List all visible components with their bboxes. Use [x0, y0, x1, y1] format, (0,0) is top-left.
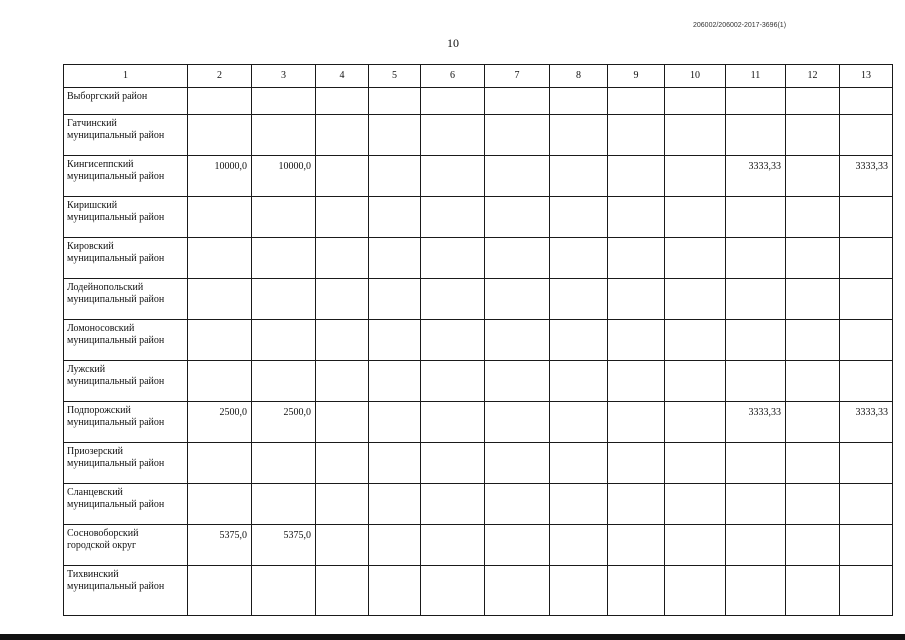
value-cell-col-11 — [726, 525, 786, 566]
value-cell-col-13 — [840, 197, 893, 238]
empty-cell — [485, 320, 550, 361]
table-row — [64, 156, 893, 197]
empty-cell — [550, 197, 608, 238]
empty-cell — [608, 566, 665, 616]
empty-cell — [485, 402, 550, 443]
value-cell-col-11 — [726, 238, 786, 279]
empty-cell — [786, 525, 840, 566]
empty-cell — [485, 566, 550, 616]
empty-cell — [316, 88, 369, 115]
empty-cell — [421, 88, 485, 115]
column-header: 2 — [188, 65, 252, 88]
column-header: 10 — [665, 65, 726, 88]
empty-cell — [421, 238, 485, 279]
empty-cell — [608, 238, 665, 279]
empty-cell — [485, 484, 550, 525]
empty-cell — [608, 88, 665, 115]
value-cell-col-11 — [726, 320, 786, 361]
value-cell-col-3: 5375,0 — [252, 525, 316, 566]
value-cell-col-13 — [840, 238, 893, 279]
district-name-cell: Лодейнопольский муниципальный район — [64, 279, 188, 320]
value-cell-col-3 — [252, 320, 316, 361]
empty-cell — [608, 320, 665, 361]
empty-cell — [786, 361, 840, 402]
column-header: 7 — [485, 65, 550, 88]
empty-cell — [485, 88, 550, 115]
empty-cell — [485, 361, 550, 402]
value-cell-col-2 — [188, 361, 252, 402]
empty-cell — [485, 197, 550, 238]
empty-cell — [369, 238, 421, 279]
header-row — [64, 65, 893, 88]
value-cell-col-2: 5375,0 — [188, 525, 252, 566]
empty-cell — [550, 279, 608, 320]
value-cell-col-3 — [252, 197, 316, 238]
value-cell-col-2 — [188, 566, 252, 616]
table-row — [64, 88, 893, 115]
empty-cell — [608, 279, 665, 320]
empty-cell — [421, 197, 485, 238]
value-cell-col-3 — [252, 88, 316, 115]
empty-cell — [316, 279, 369, 320]
empty-cell — [316, 320, 369, 361]
empty-cell — [665, 279, 726, 320]
table-row — [64, 443, 893, 484]
empty-cell — [421, 361, 485, 402]
empty-cell — [485, 156, 550, 197]
empty-cell — [316, 361, 369, 402]
empty-cell — [421, 156, 485, 197]
value-cell-col-13 — [840, 566, 893, 616]
value-cell-col-11 — [726, 484, 786, 525]
value-cell-col-3 — [252, 115, 316, 156]
value-cell-col-3 — [252, 566, 316, 616]
table-row — [64, 238, 893, 279]
empty-cell — [786, 279, 840, 320]
table-row — [64, 115, 893, 156]
district-name-cell: Гатчинский муниципальный район — [64, 115, 188, 156]
table-row — [64, 566, 893, 616]
data-table — [63, 64, 893, 616]
empty-cell — [786, 320, 840, 361]
district-name-cell: Сосновоборский городской округ — [64, 525, 188, 566]
district-name-cell: Лужский муниципальный район — [64, 361, 188, 402]
table-row — [64, 361, 893, 402]
empty-cell — [550, 156, 608, 197]
empty-cell — [665, 361, 726, 402]
value-cell-col-3 — [252, 361, 316, 402]
page-edge-bar — [0, 634, 905, 640]
empty-cell — [316, 402, 369, 443]
value-cell-col-3: 2500,0 — [252, 402, 316, 443]
value-cell-col-13 — [840, 484, 893, 525]
value-cell-col-2 — [188, 197, 252, 238]
column-header: 6 — [421, 65, 485, 88]
value-cell-col-2 — [188, 443, 252, 484]
table-row — [64, 279, 893, 320]
column-header: 8 — [550, 65, 608, 88]
empty-cell — [786, 156, 840, 197]
empty-cell — [550, 361, 608, 402]
column-header: 4 — [316, 65, 369, 88]
empty-cell — [608, 361, 665, 402]
value-cell-col-11 — [726, 361, 786, 402]
district-name-cell: Кингисеппский муниципальный район — [64, 156, 188, 197]
empty-cell — [608, 484, 665, 525]
district-name-cell: Подпорожский муниципальный район — [64, 402, 188, 443]
table-row — [64, 197, 893, 238]
empty-cell — [316, 566, 369, 616]
empty-cell — [786, 443, 840, 484]
empty-cell — [665, 525, 726, 566]
value-cell-col-13 — [840, 279, 893, 320]
empty-cell — [550, 443, 608, 484]
empty-cell — [369, 320, 421, 361]
empty-cell — [665, 115, 726, 156]
value-cell-col-3 — [252, 443, 316, 484]
empty-cell — [421, 484, 485, 525]
empty-cell — [369, 484, 421, 525]
empty-cell — [421, 320, 485, 361]
table-row — [64, 525, 893, 566]
empty-cell — [369, 156, 421, 197]
value-cell-col-2 — [188, 484, 252, 525]
district-name-cell: Ломоносовский муниципальный район — [64, 320, 188, 361]
district-name-cell: Сланцевский муниципальный район — [64, 484, 188, 525]
value-cell-col-2 — [188, 115, 252, 156]
district-name-cell: Выборгский район — [64, 88, 188, 115]
value-cell-col-13 — [840, 361, 893, 402]
empty-cell — [421, 402, 485, 443]
value-cell-col-11: 3333,33 — [726, 402, 786, 443]
value-cell-col-11 — [726, 566, 786, 616]
empty-cell — [369, 525, 421, 566]
value-cell-col-3 — [252, 279, 316, 320]
value-cell-col-2 — [188, 238, 252, 279]
value-cell-col-2 — [188, 320, 252, 361]
empty-cell — [608, 156, 665, 197]
value-cell-col-2: 2500,0 — [188, 402, 252, 443]
empty-cell — [665, 566, 726, 616]
empty-cell — [316, 525, 369, 566]
empty-cell — [608, 443, 665, 484]
value-cell-col-2 — [188, 279, 252, 320]
empty-cell — [550, 484, 608, 525]
column-header: 13 — [840, 65, 893, 88]
empty-cell — [369, 361, 421, 402]
empty-cell — [485, 238, 550, 279]
empty-cell — [316, 115, 369, 156]
empty-cell — [316, 156, 369, 197]
empty-cell — [550, 88, 608, 115]
value-cell-col-3 — [252, 238, 316, 279]
empty-cell — [550, 566, 608, 616]
empty-cell — [665, 238, 726, 279]
empty-cell — [786, 566, 840, 616]
value-cell-col-13 — [840, 443, 893, 484]
value-cell-col-13: 3333,33 — [840, 156, 893, 197]
value-cell-col-11 — [726, 197, 786, 238]
value-cell-col-11 — [726, 115, 786, 156]
column-header: 3 — [252, 65, 316, 88]
value-cell-col-11 — [726, 279, 786, 320]
empty-cell — [369, 566, 421, 616]
empty-cell — [786, 88, 840, 115]
table-row — [64, 320, 893, 361]
empty-cell — [316, 443, 369, 484]
column-header: 12 — [786, 65, 840, 88]
empty-cell — [786, 197, 840, 238]
empty-cell — [421, 566, 485, 616]
empty-cell — [665, 197, 726, 238]
table-body — [64, 88, 893, 616]
column-header: 9 — [608, 65, 665, 88]
value-cell-col-3 — [252, 484, 316, 525]
empty-cell — [550, 402, 608, 443]
empty-cell — [369, 443, 421, 484]
empty-cell — [485, 279, 550, 320]
empty-cell — [369, 402, 421, 443]
empty-cell — [786, 484, 840, 525]
district-name-cell: Приозерский муниципальный район — [64, 443, 188, 484]
page-number: 10 — [447, 36, 459, 50]
district-name-cell: Тихвинский муниципальный район — [64, 566, 188, 616]
empty-cell — [786, 402, 840, 443]
empty-cell — [786, 238, 840, 279]
empty-cell — [786, 115, 840, 156]
empty-cell — [369, 115, 421, 156]
empty-cell — [550, 320, 608, 361]
empty-cell — [608, 115, 665, 156]
value-cell-col-11: 3333,33 — [726, 156, 786, 197]
empty-cell — [550, 238, 608, 279]
empty-cell — [485, 443, 550, 484]
district-name-cell: Киришский муниципальный район — [64, 197, 188, 238]
table-row — [64, 402, 893, 443]
empty-cell — [421, 443, 485, 484]
document-id: 206002/206002-2017-3696(1) — [693, 22, 787, 29]
value-cell-col-3: 10000,0 — [252, 156, 316, 197]
empty-cell — [421, 115, 485, 156]
value-cell-col-13: 3333,33 — [840, 402, 893, 443]
value-cell-col-13 — [840, 525, 893, 566]
empty-cell — [421, 525, 485, 566]
value-cell-col-11 — [726, 88, 786, 115]
empty-cell — [608, 525, 665, 566]
empty-cell — [316, 238, 369, 279]
empty-cell — [608, 197, 665, 238]
column-header: 1 — [64, 65, 188, 88]
empty-cell — [369, 279, 421, 320]
empty-cell — [665, 88, 726, 115]
empty-cell — [485, 525, 550, 566]
empty-cell — [608, 402, 665, 443]
empty-cell — [421, 279, 485, 320]
empty-cell — [485, 115, 550, 156]
empty-cell — [665, 320, 726, 361]
table-row — [64, 484, 893, 525]
empty-cell — [665, 443, 726, 484]
empty-cell — [369, 88, 421, 115]
empty-cell — [665, 402, 726, 443]
value-cell-col-11 — [726, 443, 786, 484]
district-name-cell: Кировский муниципальный район — [64, 238, 188, 279]
value-cell-col-2: 10000,0 — [188, 156, 252, 197]
empty-cell — [369, 197, 421, 238]
column-header: 11 — [726, 65, 786, 88]
empty-cell — [550, 525, 608, 566]
empty-cell — [316, 197, 369, 238]
empty-cell — [665, 484, 726, 525]
value-cell-col-13 — [840, 115, 893, 156]
empty-cell — [665, 156, 726, 197]
value-cell-col-13 — [840, 320, 893, 361]
empty-cell — [316, 484, 369, 525]
column-header: 5 — [369, 65, 421, 88]
value-cell-col-13 — [840, 88, 893, 115]
empty-cell — [550, 115, 608, 156]
value-cell-col-2 — [188, 88, 252, 115]
